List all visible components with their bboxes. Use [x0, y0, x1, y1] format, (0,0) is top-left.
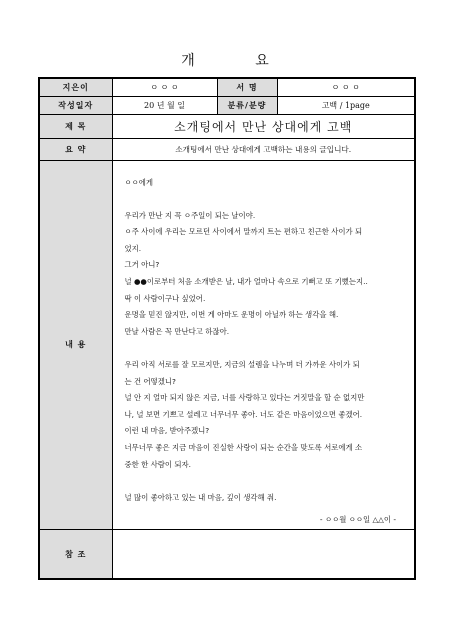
letter-line: 너무너무 좋은 지금 마음이 진실한 사랑이 되는 순간을 맞도록 서로에게 소 [124, 443, 363, 452]
letter-line: 딱 이 사람이구나 싶었어. [124, 293, 206, 303]
summary-table [38, 77, 416, 580]
summary-label: 요 약 [39, 138, 112, 160]
reference-label: 참 조 [39, 529, 112, 579]
letter-line: 그거 아니? [124, 260, 160, 270]
letter-line: 나, 널 보면 기쁘고 설레고 너무너무 좋아. 너도 같은 마음이었으면 좋겠어. [124, 409, 363, 419]
subject-value: 소개팅에서 만난 상대에게 고백 [112, 114, 415, 138]
letter-line: 널 많이 좋아하고 있는 내 마음, 깊이 생각해 줘. [124, 492, 277, 502]
letter-line: 널 안 지 얼마 되지 않은 지금, 너를 사랑하고 있다는 거짓말을 할 순 없지만 [124, 393, 365, 403]
reference-value [112, 529, 415, 579]
letter-line: 우리가 만난 지 꼭 ㅇ주일이 되는 날이야. [124, 210, 256, 220]
subject-label: 제 목 [39, 114, 112, 138]
signature-label: 서 명 [217, 78, 277, 96]
letter-line [125, 191, 401, 208]
letter-signature: - ㅇㅇ월 ㅇㅇ일 △△이 - [319, 515, 396, 525]
letter-line [125, 473, 401, 490]
letter-line: 었지. [124, 243, 142, 253]
signature-value: ㅇ ㅇ ㅇ [277, 78, 415, 96]
category-value: 고백 / 1page [277, 96, 415, 114]
date-value: 20 년 월 일 [112, 96, 217, 114]
letter-line: 운명을 믿진 않지만, 이번 게 아마도 운명이 아닐까 하는 생각을 해. [124, 310, 339, 320]
summary-value: 소개팅에서 만난 상대에게 고백하는 내용의 글입니다. [112, 138, 415, 160]
letter-line: 중한 한 사람이 되자. [124, 459, 192, 469]
document-title: 개 요 [181, 53, 297, 69]
category-label: 분류/분량 [217, 96, 277, 114]
letter-line [125, 340, 401, 357]
letter-line: 만날 사람은 꼭 만난다고 하잖아. [124, 326, 230, 336]
letter-line: ㅇ주 사이에 우리는 모르던 사이에서 말까지 트는 편하고 친근한 사이가 되 [124, 227, 363, 237]
letter-line: ㅇㅇ에게 [124, 177, 154, 187]
letter-line: 우리 아직 서로를 잘 모르지만, 지금의 설렘을 나누며 더 가까운 사이가 되 [124, 360, 360, 370]
content-label: 내 용 [39, 160, 112, 529]
date-label: 작성일자 [39, 96, 112, 114]
author-value: ㅇ ㅇ ㅇ [112, 78, 217, 96]
author-label: 지은이 [39, 78, 112, 96]
letter-line: 널 ●●이로부터 처음 소개받은 날, 내가 얼마나 속으로 기뻐고 또 기뻤는지.. [124, 277, 368, 287]
letter-line: 는 건 어떻겠니? [124, 376, 176, 386]
letter-line: 이런 내 마음, 받아주겠니? [124, 426, 210, 436]
letter-text [125, 175, 401, 507]
content-body [112, 160, 415, 529]
